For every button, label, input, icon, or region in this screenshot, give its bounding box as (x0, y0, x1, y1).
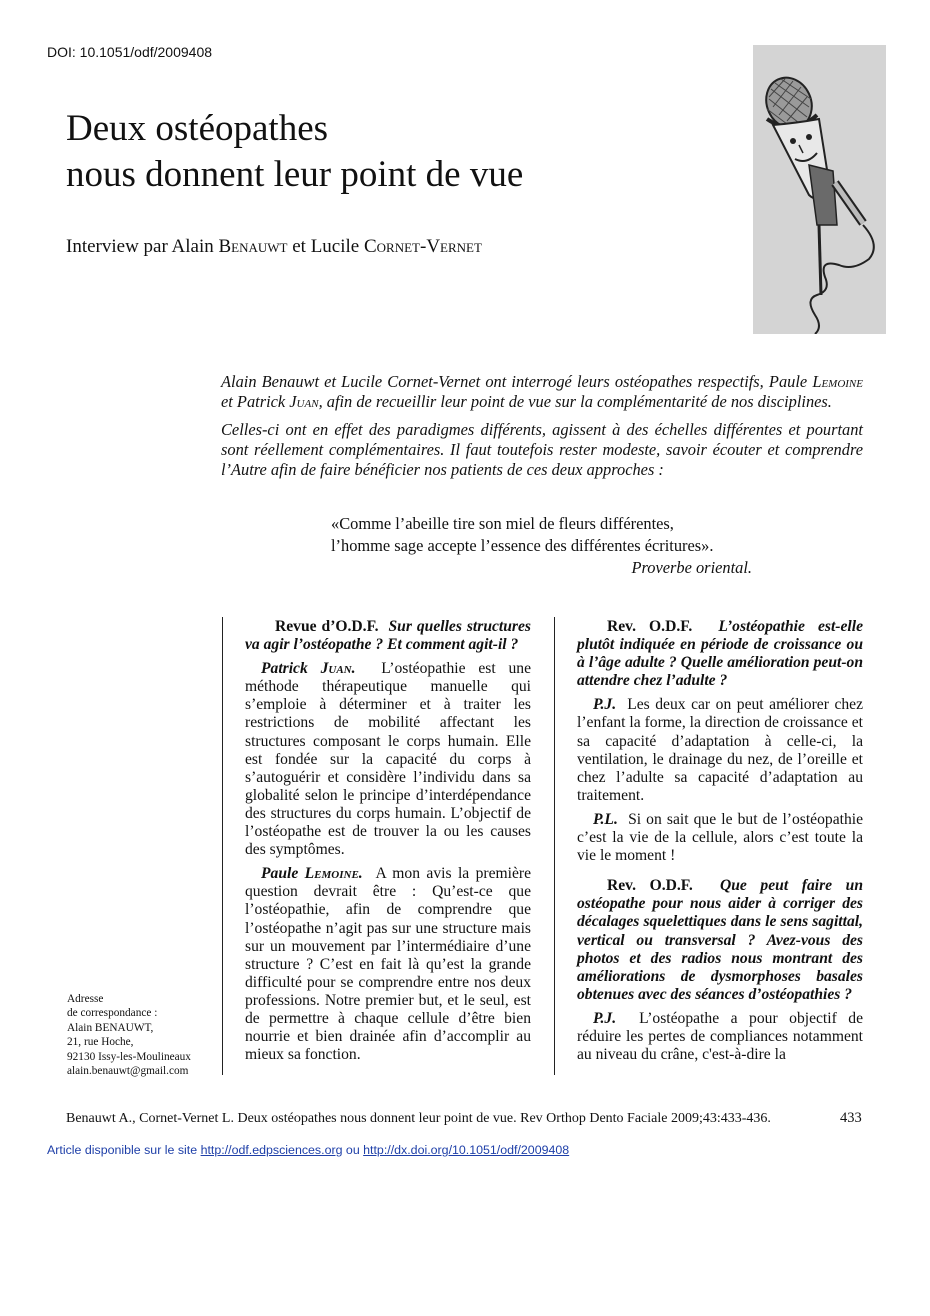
illustration-panel (753, 45, 886, 334)
address-name: Alain BENAUWT, (67, 1021, 154, 1034)
abstract-name-juan: Juan (289, 392, 319, 411)
abstract-paragraph-1 (221, 372, 863, 412)
abstract-paragraph-2: Celles-ci ont en effet des paradigmes différents, agissent à des échelles différentes et pourtant sont réellement complémentaires. Il faut toutefois rester modeste, savoir écouter et comprendre l’Autre afin de faire bénéficier nos patients de ces deux approches : (221, 420, 863, 479)
address-label: Adresse (67, 993, 104, 1005)
article-title (66, 106, 523, 198)
address-city: 92130 Issy-les-Moulineaux (67, 1050, 191, 1063)
byline (66, 236, 482, 258)
doi-header: DOI: 10.1051/odf/2009408 (47, 44, 213, 60)
answer-text: Si on sait que le but de l’ostéopathie c’est la vie de la cellule, alors c’est toute la vie le moment ! (577, 810, 864, 865)
question-text: L’ostéopathie est-elle plutôt indiquée en période de croissance ou à l’âge adulte ? Quelle amélioration peut-on attendre chez l’adulte ? (577, 618, 863, 690)
answer-text: Les deux car on peut améliorer chez l’enfant la forme, la direction de croissance et sa capacité d’adaptation à celle-ci, la ventilation, le drainage du nez, de l’oreille et chez l’adulte sa capacité d’adaptation au traitement. (577, 696, 864, 804)
title-line-2: nous donnent leur point de vue (66, 154, 524, 195)
answer-pj-1 (577, 696, 863, 805)
microphone-caricature-icon (753, 45, 886, 334)
abstract-text: Alain Benauwt et Lucile Cornet-Vernet ont interrogé leurs ostéopathes respectifs, Paule (221, 372, 813, 391)
abstract-text: , afin de recueillir leur point de vue sur la complémentarité de nos disciplines. (318, 392, 832, 411)
page-number: 433 (840, 1110, 862, 1126)
address-email: alain.benauwt@gmail.com (67, 1065, 189, 1078)
question-1 (245, 618, 531, 654)
answer-text: A mon avis la première question devrait être : Qu’est-ce que l’ostéopathie, afin de comprendre que l’ostéopathe n’agit pas sur une structure mais sur un mouvement par l’intermédiaire d’une structure ? C’est en fait là qu’est la grande difficulté pour se comprendre entre nos deux professions. Notre premier but, et le seul, est de permettre à chaque cellule d’être bien nourrie et bien drainée afin d’accomplir au mieux sa fonction. (245, 865, 531, 1064)
title-line-1: Deux ostéopathes (66, 108, 329, 149)
availability-middle: ou (342, 1143, 364, 1157)
question-2 (577, 618, 863, 690)
quote-line-1: «Comme l’abeille tire son miel de fleurs différentes, (331, 514, 674, 533)
answer-juan (245, 660, 531, 859)
question-text: Que peut faire un ostéopathe pour nous aider à corriger des décalages squelettiques dans le sens sagittal, vertical ou transversal ? Avez-vous des photos et des radios nous montrant des améliorations de dysmorphoses basales obtenues avec des séances d’ostéopathies ? (577, 877, 863, 1003)
availability-prefix: Article disponible sur le site (47, 1143, 201, 1157)
question-label: Rev. O.D.F. (607, 877, 693, 895)
text-column-1 (245, 618, 531, 1070)
speaker-pj: P.J. (593, 1009, 617, 1027)
address-label: de correspondance : (67, 1007, 158, 1020)
speaker-juan (261, 660, 356, 677)
availability-line (47, 1143, 569, 1157)
proverb-quote (331, 513, 752, 579)
speaker-lemoine (261, 865, 363, 882)
correspondence-address (67, 992, 191, 1078)
abstract (221, 372, 863, 488)
doi-link[interactable]: http://dx.doi.org/10.1051/odf/2009408 (363, 1143, 570, 1157)
journal-site-link[interactable]: http://odf.edpsciences.org (200, 1143, 343, 1157)
byline-middle: et Lucile (287, 236, 364, 257)
speaker-first: Paule (261, 865, 305, 883)
answer-text: L’ostéopathie est une méthode thérapeutique manuelle qui s’emploie à déterminer et à traiter les restrictions de mobilité affectant les structures composant le corps humain. Elle est fondée sur la capacité du corps à s’autoguérir et considère l’individu dans sa globalité selon le principe d’interdépendance des structures du corps humain. L’objectif de l’ostéopathe est de trouver la ou les causes des symptômes. (245, 660, 532, 859)
text-column-2 (577, 618, 863, 1070)
address-street: 21, rue Hoche, (67, 1036, 134, 1049)
speaker-last: Lemoine. (304, 865, 363, 883)
speaker-last: Juan. (320, 660, 356, 678)
column-rule-right (554, 617, 555, 1075)
citation-footer: Benauwt A., Cornet-Vernet L. Deux ostéopathes nous donnent leur point de vue. Rev Orthop Dento Faciale 2009;43:433-436. (66, 1111, 771, 1126)
answer-text: L’ostéopathe a pour objectif de réduire les pertes de compliances notamment au niveau du crâne, c'est-à-dire la (577, 1009, 864, 1064)
answer-pj-2 (577, 1010, 863, 1064)
quote-source: Proverbe oriental. (631, 558, 752, 577)
answer-lemoine (245, 865, 531, 1064)
abstract-name-lemoine: Lemoine (812, 372, 863, 391)
speaker-pl: P.L. (593, 810, 618, 828)
speaker-first: Patrick (261, 660, 321, 678)
abstract-text: et Patrick (221, 392, 290, 411)
question-text: Sur quelles structures va agir l’ostéopathe ? Et comment agit-il ? (245, 618, 531, 654)
question-label: Revue d’O.D.F. (275, 618, 379, 635)
answer-pl-1 (577, 811, 863, 865)
question-3 (577, 877, 863, 1004)
author1-lastname: Benauwt (218, 236, 288, 257)
author2-lastname: Cornet-Vernet (363, 236, 482, 257)
byline-prefix: Interview par Alain (66, 236, 219, 257)
question-label: Rev. O.D.F. (607, 618, 693, 635)
column-rule-left (222, 617, 223, 1075)
speaker-pj: P.J. (593, 696, 617, 714)
quote-line-2: l’homme sage accepte l’essence des différentes écritures». (331, 536, 714, 555)
